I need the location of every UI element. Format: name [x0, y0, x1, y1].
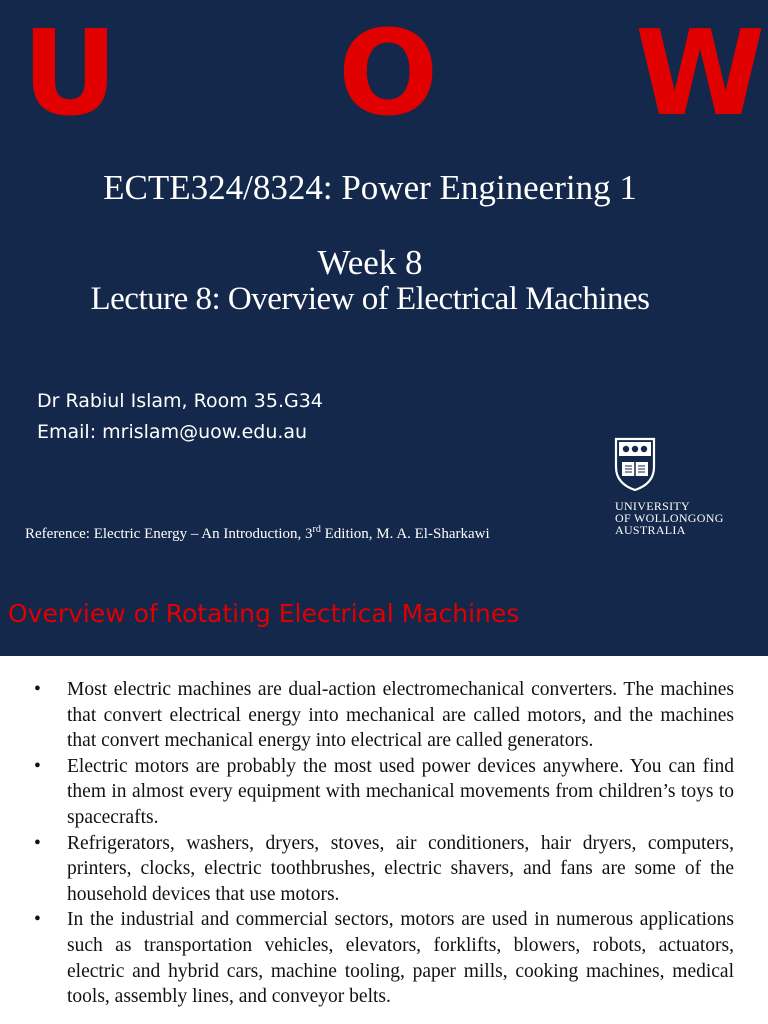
lecture-title: Lecture 8: Overview of Electrical Machines — [90, 281, 650, 317]
bullet-icon: • — [34, 755, 41, 777]
university-name: UNIVERSITY OF WOLLONGONG AUSTRALIA — [615, 499, 724, 537]
logo-letter-w: W — [635, 4, 766, 142]
bullet-item — [34, 677, 734, 754]
bullet-text: Electric motors are probably the most used power devices anywhere. You can find them in almost every equipment with mechanical movements from children’s toys to spacecrafts. — [67, 755, 734, 828]
bullet-item — [34, 754, 734, 831]
bullet-text: In the industrial and commercial sectors, motors are used in numerous applications such as transportation vehicles, elevators, forklifts, blowers, robots, actuators, electric and hybrid cars, machine tooling, paper mills, cooking machines, medical tools, assembly lines, and conveyor belts. — [67, 909, 734, 1008]
slide-title: Overview of Rotating Electrical Machines — [8, 599, 520, 628]
email-line: Email: mrislam@uow.edu.au — [37, 421, 308, 443]
bullet-item — [34, 831, 734, 908]
author-line: Dr Rabiul Islam, Room 35.G34 — [37, 390, 323, 412]
logo-letter-u: U — [22, 4, 118, 142]
bullet-icon: • — [34, 909, 41, 931]
week-label: Week 8 — [317, 243, 423, 282]
bullet-icon: • — [34, 832, 41, 854]
university-crest-icon — [614, 437, 656, 491]
reference-line: Reference: Electric Energy – An Introduction, 3rd Edition, M. A. El-Sharkawi — [25, 524, 490, 542]
bullet-item — [34, 907, 734, 1009]
bullet-text: Most electric machines are dual-action electromechanical converters. The machines that convert electrical energy into mechanical are called motors, and the machines that convert mechanical energy into electrical are called generators. — [67, 679, 734, 752]
content-slide-header — [0, 576, 768, 656]
bullet-text: Refrigerators, washers, dryers, stoves, air conditioners, hair dryers, computers, printers, clocks, electric toothbrushes, electric shavers, and fans are some of the household devices that use motors. — [67, 832, 734, 905]
logo-letter-o: O — [338, 4, 439, 142]
content-slide-body — [0, 656, 768, 1024]
bullet-list — [34, 677, 734, 1010]
bullet-icon: • — [34, 679, 41, 700]
course-title: ECTE324/8324: Power Engineering 1 — [103, 168, 637, 207]
